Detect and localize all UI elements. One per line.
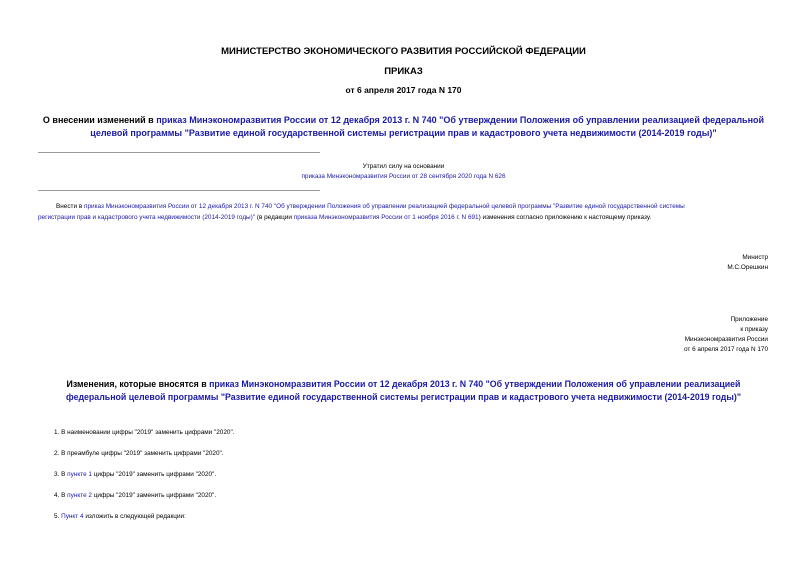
changes-title-link[interactable]: приказ Минэкономразвития России от 12 декабря 2013 г. N 740 "Об утверждении Положения об управлении реализацией	[209, 379, 741, 389]
item-3-start: 3. В	[54, 471, 68, 478]
separator-bottom	[38, 190, 320, 191]
ministry-heading: МИНИСТЕРСТВО ЭКОНОМИЧЕСКОГО РАЗВИТИЯ РОССИЙСКОЙ ФЕДЕРАЦИИ	[221, 46, 586, 57]
doc-type-heading: ПРИКАЗ	[384, 66, 423, 77]
body-text-end: ) изменения согласно приложению к настоящему приказу.	[478, 214, 652, 221]
body-amendment-link[interactable]: приказа Минэкономразвития России от 1 ноября 2016 г. N 691	[293, 214, 479, 221]
status-repeal-link[interactable]: приказа Минэкономразвития России от 28 сентября 2020 года N 626	[301, 173, 506, 180]
changes-title-prefix: Изменения, которые вносятся в	[66, 379, 210, 389]
item-5-link[interactable]: Пункт 4	[61, 513, 84, 520]
list-item-2: 2. В преамбуле цифры "2019" заменить цифрами "2020".	[54, 450, 224, 457]
list-item-4	[54, 491, 216, 501]
signature-block	[560, 253, 768, 273]
signature-name: М.С.Орешкин	[727, 264, 768, 271]
appendix-line-2: к приказу	[740, 326, 768, 333]
body-order-link-cont[interactable]: регистрации прав и кадастрового учета недвижимости (2014-2019 годы)"	[38, 214, 256, 221]
list-item-5	[54, 512, 186, 522]
body-text-mid: (в редакции	[255, 214, 294, 221]
item-3-link[interactable]: пункте 1	[67, 471, 92, 478]
body-text-start: Внести в	[56, 203, 84, 210]
changes-title-link-line2[interactable]: федеральной целевой программы "Развитие единой государственной системы регистрации прав и кадастрового учета недвижимости (2014-2019 годы)"	[65, 392, 741, 402]
item-4-end: цифры "2019" заменить цифрами "2020".	[91, 492, 217, 499]
body-order-link[interactable]: приказ Минэкономразвития России от 12 декабря 2013 г. N 740 "Об утверждении Положения об управлении реализацией федеральной целевой программы "Развитие единой государственной системы	[83, 203, 685, 210]
item-5-start: 5.	[54, 513, 62, 520]
doc-date-line: от 6 апреля 2017 года N 170	[345, 85, 462, 95]
item-4-start: 4. В	[54, 492, 68, 499]
doc-title-link-line2[interactable]: целевой программы "Развитие единой государственной системы регистрации прав и кадастрового учета недвижимости (2014-2019 годы)"	[90, 128, 717, 138]
doc-title	[0, 114, 807, 140]
appendix-line-1: Приложение	[730, 316, 768, 323]
item-5-end: изложить в следующей редакции:	[83, 513, 186, 520]
item-3-end: цифры "2019" заменить цифрами "2020".	[91, 471, 217, 478]
signature-role: Министр	[742, 254, 768, 261]
appendix-line-3: Минэкономразвития России	[684, 336, 768, 343]
body-paragraph	[38, 201, 778, 223]
status-line: Утратил силу на основании	[362, 163, 445, 170]
list-item-1: 1. В наименовании цифры "2019" заменить цифрами "2020".	[54, 429, 235, 436]
status-note	[0, 162, 807, 182]
changes-title	[0, 378, 807, 404]
separator-top	[38, 152, 320, 153]
appendix-block	[560, 315, 768, 355]
doc-title-link[interactable]: приказ Минэкономразвития России от 12 декабря 2013 г. N 740 "Об утверждении Положения об управлении реализацией федеральной	[156, 115, 765, 125]
list-item-3	[54, 470, 216, 480]
appendix-line-4: от 6 апреля 2017 года N 170	[683, 346, 768, 353]
item-4-link[interactable]: пункте 2	[67, 492, 92, 499]
doc-title-prefix: О внесении изменений в	[42, 115, 157, 125]
